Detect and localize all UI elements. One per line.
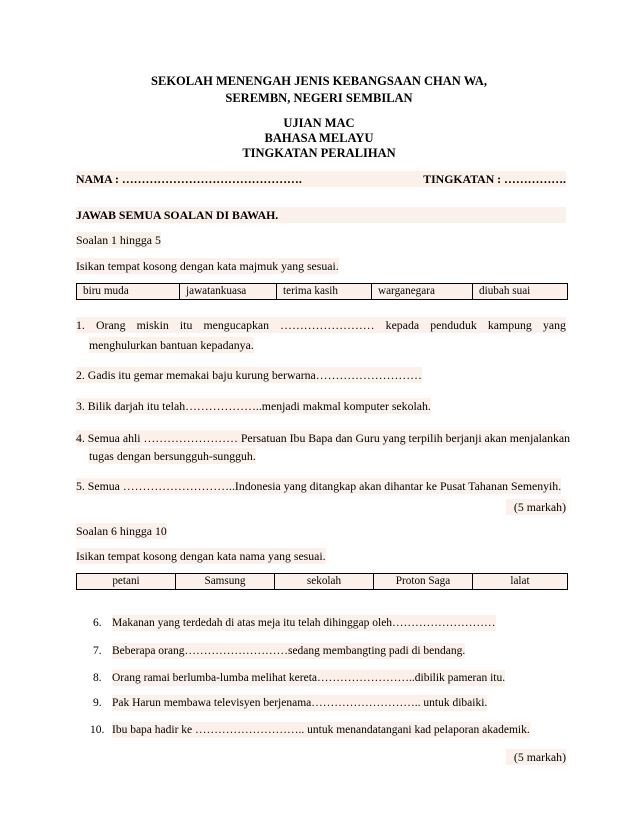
question-4-line2: tugas dengan bersungguh-sungguh.	[89, 449, 256, 463]
name-field-label: NAMA : ……………………………………….	[76, 172, 302, 186]
question-7-text: Beberapa orang………………………sedang membangting padi di bendang.	[112, 645, 466, 657]
word: kampung	[487, 318, 532, 332]
question-9-number: 9.	[93, 697, 102, 709]
question-4-line1: 4. Semua ahli …………………… Persatuan Ibu Bapa dan Guru yang terpilih berjanji akan menjalankan	[76, 431, 571, 445]
option-cell: Samsung	[176, 574, 275, 590]
subject-title: BAHASA MELAYU	[264, 131, 374, 145]
question-10-number: 10.	[90, 724, 105, 736]
option-cell: warganegara	[372, 284, 473, 300]
section2-range: Soalan 6 hingga 10	[76, 524, 167, 538]
section1-word-options-table	[76, 283, 568, 300]
section2-word-options-table	[76, 573, 568, 590]
option-cell: lalat	[473, 574, 568, 590]
question-number: 1.	[76, 318, 85, 332]
question-1-line1	[76, 317, 566, 333]
question-9-text: Pak Harun membawa televisyen berjenama……………………….. untuk dibaiki.	[112, 697, 488, 709]
question-7-number: 7.	[93, 645, 102, 657]
word: miskin	[136, 318, 169, 332]
option-cell: biru muda	[77, 284, 180, 300]
section1-marks: (5 markah)	[506, 499, 566, 515]
word: mengucapkan	[203, 318, 270, 332]
question-1-line2: menghulurkan bantuan kepadanya.	[89, 338, 254, 352]
question-5: 5. Semua ………………………..Indonesia yang ditangkap akan dihantar ke Pusat Tahanan Semenyih.	[76, 479, 562, 493]
main-instruction: JAWAB SEMUA SOALAN DI BAWAH.	[76, 207, 566, 223]
option-cell: terima kasih	[277, 284, 372, 300]
question-2: 2. Gadis itu gemar memakai baju kurung berwarna………………………	[76, 368, 422, 382]
option-cell: Proton Saga	[374, 574, 473, 590]
section2-marks: (5 markah)	[506, 749, 566, 765]
student-info-row	[76, 171, 566, 187]
section2-instruction: Isikan tempat kosong dengan kata nama yang sesuai.	[76, 549, 326, 563]
question-6-number: 6.	[93, 617, 102, 629]
option-cell: jawatankuasa	[180, 284, 277, 300]
word: kepada	[385, 318, 420, 332]
exam-title: UJIAN MAC	[283, 116, 355, 130]
option-cell: sekolah	[275, 574, 374, 590]
school-name-line1: SEKOLAH MENENGAH JENIS KEBANGSAAN CHAN WA,	[151, 74, 487, 88]
word: yang	[542, 318, 566, 332]
question-8-text: Orang ramai berlumba-lumba melihat kereta……………………..dibilik pameran itu.	[112, 672, 506, 684]
answer-blank: ……………………	[280, 318, 375, 332]
word: penduduk	[430, 318, 477, 332]
question-3: 3. Bilik darjah itu telah………………..menjadi makmal komputer sekolah.	[76, 399, 431, 413]
section1-instruction: Isikan tempat kosong dengan kata majmuk yang sesuai.	[76, 259, 339, 273]
word: Orang	[96, 318, 126, 332]
option-cell: petani	[77, 574, 176, 590]
question-6-text: Makanan yang terdedah di atas meja itu telah dihinggap oleh………………………	[112, 617, 496, 629]
option-cell: diubah suai	[473, 284, 568, 300]
question-10-text: Ibu bapa hadir ke ……………………….. untuk menandatangani kad pelaporan akademik.	[112, 724, 530, 736]
section1-range: Soalan 1 hingga 5	[76, 233, 161, 247]
question-8-number: 8.	[93, 672, 102, 684]
school-name-line2: SEREMBN, NEGERI SEMBILAN	[225, 91, 413, 105]
class-field-label: TINGKATAN : …………….	[423, 172, 566, 186]
word: itu	[179, 318, 193, 332]
level-title: TINGKATAN PERALIHAN	[242, 146, 396, 160]
